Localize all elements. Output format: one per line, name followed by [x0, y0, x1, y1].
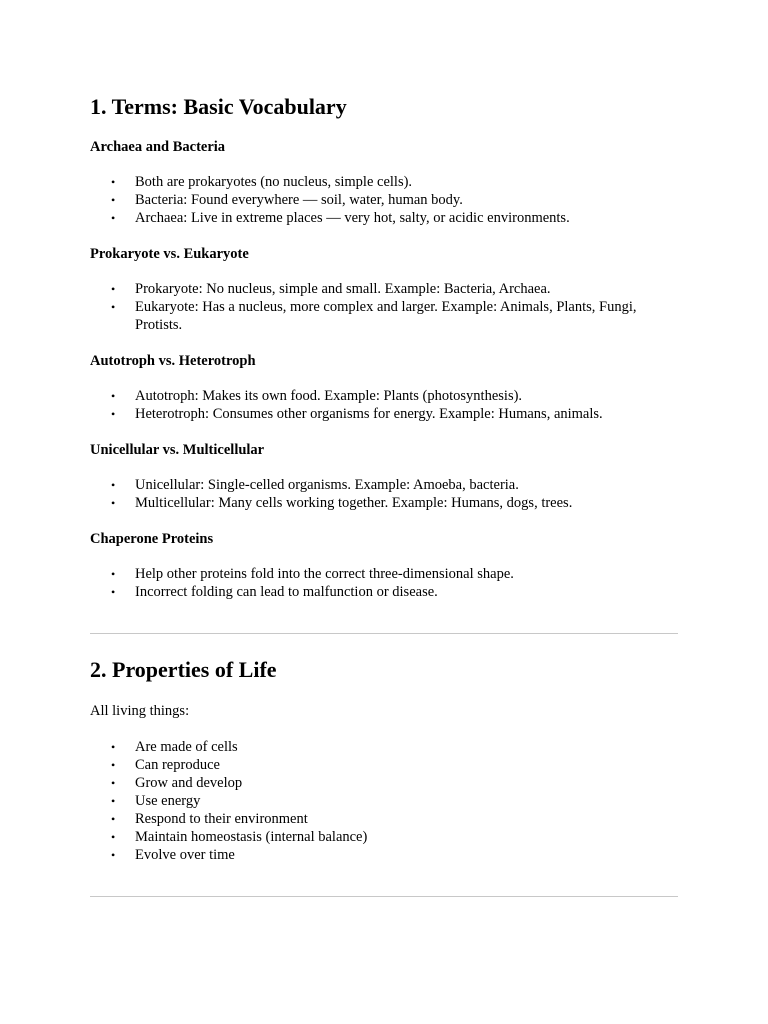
heading-prokaryote-eukaryote: Prokaryote vs. Eukaryote: [90, 246, 249, 262]
bullet-icon: •: [111, 211, 116, 225]
section-1-title: 1. Terms: Basic Vocabulary: [90, 94, 347, 119]
bullet-icon: •: [111, 567, 116, 581]
bullet-icon: •: [111, 407, 116, 421]
section-divider: [90, 896, 678, 897]
section-divider: [90, 633, 678, 634]
bullet-icon: •: [111, 175, 116, 189]
list-item: • Bacteria: Found everywhere — soil, water, human body.: [111, 192, 463, 208]
list-item: • Multicellular: Many cells working together. Example: Humans, dogs, trees.: [111, 495, 573, 511]
list-item: • Grow and develop: [111, 775, 243, 791]
list-prokaryote-eukaryote: [90, 280, 678, 334]
bullet-icon: •: [111, 848, 116, 862]
bullet-icon: •: [111, 389, 116, 403]
document-page: [90, 92, 678, 897]
section-2-intro: All living things:: [90, 703, 190, 719]
list-item: • Are made of cells: [111, 739, 238, 755]
list-item: • Respond to their environment: [111, 811, 308, 827]
list-item: • Autotroph: Makes its own food. Example: Plants (photosynthesis).: [111, 388, 523, 404]
list-properties-of-life: [90, 738, 678, 864]
list-item: • Help other proteins fold into the correct three-dimensional shape.: [111, 566, 514, 582]
bullet-icon: •: [111, 478, 116, 492]
bullet-icon: •: [111, 812, 116, 826]
list-item: • Heterotroph: Consumes other organisms for energy. Example: Humans, animals.: [111, 406, 603, 422]
list-item: • Incorrect folding can lead to malfunction or disease.: [111, 584, 438, 600]
list-chaperone-proteins: [90, 565, 678, 601]
list-item: • Evolve over time: [111, 847, 235, 863]
heading-unicellular-multicellular: Unicellular vs. Multicellular: [90, 442, 265, 458]
list-autotroph-heterotroph: [90, 387, 678, 423]
bullet-icon: •: [111, 300, 116, 314]
list-item: • Can reproduce: [111, 757, 220, 773]
heading-autotroph-heterotroph: Autotroph vs. Heterotroph: [90, 353, 256, 369]
bullet-icon: •: [111, 776, 116, 790]
bullet-icon: •: [111, 758, 116, 772]
list-item: • Prokaryote: No nucleus, simple and small. Example: Bacteria, Archaea.: [111, 281, 551, 297]
list-archaea-bacteria: [90, 173, 678, 227]
list-item: • Both are prokaryotes (no nucleus, simple cells).: [111, 174, 413, 190]
bullet-icon: •: [111, 193, 116, 207]
heading-chaperone-proteins: Chaperone Proteins: [90, 531, 214, 547]
bullet-icon: •: [111, 794, 116, 808]
list-item: • Eukaryote: Has a nucleus, more complex and larger. Example: Animals, Plants, Fungi, Protists.: [111, 299, 637, 333]
list-item: • Use energy: [111, 793, 201, 809]
bullet-icon: •: [111, 496, 116, 510]
bullet-icon: •: [111, 740, 116, 754]
heading-archaea-bacteria: Archaea and Bacteria: [90, 139, 226, 155]
bullet-icon: •: [111, 830, 116, 844]
list-item: • Unicellular: Single-celled organisms. Example: Amoeba, bacteria.: [111, 477, 519, 493]
list-item: • Archaea: Live in extreme places — very hot, salty, or acidic environments.: [111, 210, 570, 226]
bullet-icon: •: [111, 282, 116, 296]
list-unicellular-multicellular: [90, 476, 678, 512]
list-item: • Maintain homeostasis (internal balance): [111, 829, 368, 845]
section-2-title: 2. Properties of Life: [90, 657, 277, 682]
bullet-icon: •: [111, 585, 116, 599]
